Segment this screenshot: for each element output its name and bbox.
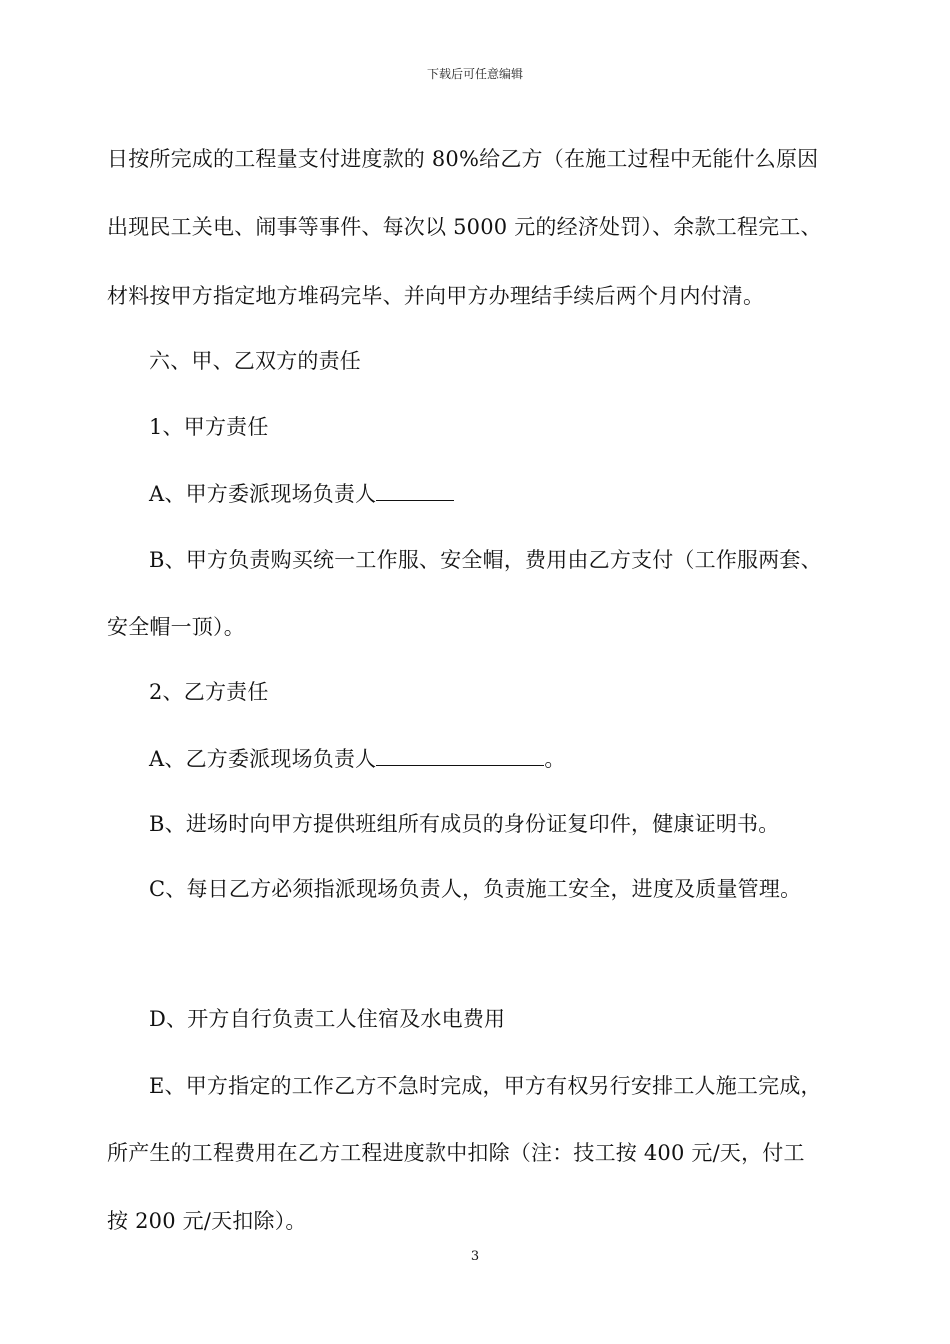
- subsection-heading: 1、甲方责任: [149, 415, 269, 439]
- fill-in-blank: [376, 480, 454, 501]
- clause-line: B、甲方负责购买统一工作服、安全帽，费用由乙方支付（工作服两套、: [149, 548, 822, 572]
- clause-line: 安全帽一顶）。: [107, 615, 245, 639]
- clause-line: D、开方自行负责工人住宿及水电费用: [149, 1007, 506, 1031]
- paragraph-line: 出现民工关电、闹事等事件、每次以 5000 元的经济处罚）、余款工程完工、: [107, 215, 822, 239]
- clause-text: A、甲方委派现场负责人: [149, 482, 377, 506]
- page-header: 下载后可任意编辑: [426, 67, 523, 81]
- clause-end-punctuation: 。: [544, 747, 566, 771]
- clause-line: 所产生的工程费用在乙方工程进度款中扣除（注：技工按 400 元/天，付工: [107, 1141, 805, 1165]
- section-heading: 六、甲、乙双方的责任: [149, 349, 361, 373]
- paragraph-line: 日按所完成的工程量支付进度款的 80%给乙方（在施工过程中无能什么原因: [107, 147, 819, 171]
- paragraph-line: 材料按甲方指定地方堆码完毕、并向甲方办理结手续后两个月内付清。: [107, 284, 765, 308]
- fill-in-blank: [376, 745, 544, 766]
- clause-line: B、进场时向甲方提供班组所有成员的身份证复印件，健康证明书。: [149, 812, 780, 836]
- subsection-heading: 2、乙方责任: [149, 680, 269, 704]
- clause-line: [149, 745, 566, 773]
- clause-line: C、每日乙方必须指派现场负责人，负责施工安全，进度及质量管理。: [149, 877, 802, 901]
- clause-text: A、乙方委派现场负责人: [149, 747, 377, 771]
- clause-line: E、甲方指定的工作乙方不急时完成，甲方有权另行安排工人施工完成，: [149, 1074, 822, 1098]
- clause-line: 按 200 元/天扣除）。: [107, 1209, 307, 1233]
- clause-line: [149, 480, 454, 508]
- page-number: 3: [470, 1249, 480, 1264]
